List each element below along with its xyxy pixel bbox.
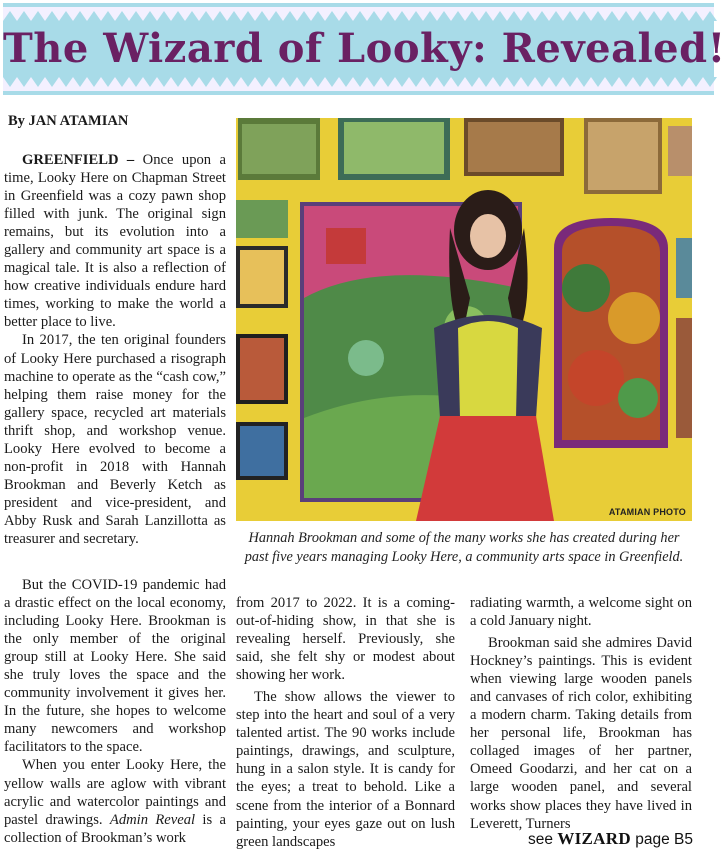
zigzag-border-top [3, 7, 714, 21]
paragraph: The show allows the viewer to step into the heart and soul of a very talented artist. The 90 works include paintings, drawings, and sculpture, hung in a salon style. It is candy for the eyes; a treat to behold. Like a scene from the interior of a Bonnard painting, your eyes gaze out on lush green landscapes [236, 689, 455, 850]
jump-line: see WIZARD page B5 [528, 829, 693, 848]
article-column-3 [470, 594, 692, 832]
gallery-photo-illustration [236, 118, 692, 521]
paragraph: radiating warmth, a welcome sight on a cold January night. [470, 595, 692, 630]
paragraph: In 2017, the ten original founders of Looky Here purchased a risograph machine to operate as the “cash cow,” helping them raise money for the gallery space, recycled art materials thrift shop, and workshop venue. Looky Here evolved to become a non-profit in 2018 with Hannah Brookman and Beverly Ketch as president and vice-president, and Abby Rusk and Sarah Lanzillotta as treasurer and secretary. [4, 332, 226, 547]
article-column-2 [236, 594, 455, 850]
headline: The Wizard of Looky: Revealed! [3, 25, 726, 72]
paragraph: But the COVID-19 pandemic had a drastic effect on the local economy, including Looky Here. Brookman is the only member of the original group still at Looky Here. She said she truly loves the space and the community involvement it gives her. In the future, she hopes to welcome many newcomers and workshop facilitators to the space. [4, 577, 226, 756]
zigzag-border-bottom [3, 77, 714, 91]
photo-credit: ATAMIAN PHOTO [608, 507, 686, 517]
photo-caption: Hannah Brookman and some of the many works she has created during her past five years managing Looky Here, a community arts space in Greenfield. [244, 530, 684, 565]
paragraph: Brookman said she admires David Hockney’s paintings. This is evident when viewing large wooden panels and canvases of rich color, exhibiting a modern charm. Taking details from her personal life, Brookman has collaged images of her partner, Omeed Goodarzi, and her cat on a large wooden panel, and several works show places they have lived in Leverett, Turners [470, 635, 692, 832]
paragraph: from 2017 to 2022. It is a coming-out-of-hiding show, in that she is revealing herself. Previously, she said, she felt shy or modest about showing her work. [236, 595, 455, 684]
paragraph: When you enter Looky Here, the yellow walls are aglow with vibrant acrylic and watercolor paintings and pastel drawings. Admin Reveal is a collection of Brookman’s work [4, 757, 226, 846]
dateline: GREENFIELD – [22, 152, 135, 168]
show-title: Admin Reveal [109, 811, 196, 828]
paragraph: GREENFIELD – Once upon a time, Looky Here on Chapman Street in Greenfield was a cozy pawn shop filled with junk. The original sign remains, but its evolution into a gallery and community art space is a magical tale. It is also a reflection of how creative individuals endure hard times, working to make the world a better place to live. [4, 152, 226, 331]
masthead-banner [3, 3, 726, 95]
article-column-1-continued [4, 576, 226, 846]
byline: By JAN ATAMIAN [8, 113, 129, 129]
jump-keyword: WIZARD [557, 829, 631, 848]
article-column-1 [4, 151, 226, 547]
article-photo [236, 118, 692, 521]
